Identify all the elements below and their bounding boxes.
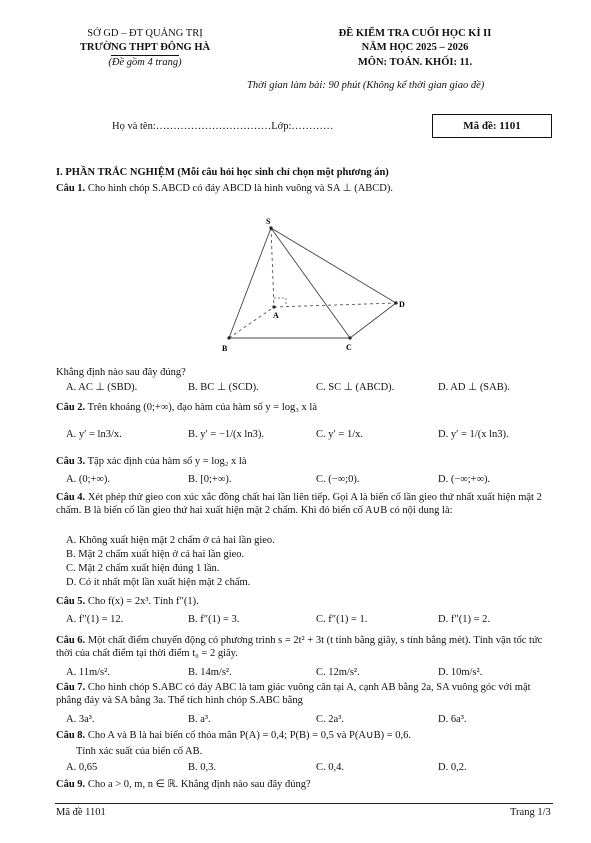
question-7	[56, 681, 551, 707]
option-b[interactable]: B. a³.	[188, 714, 211, 725]
question-9	[56, 778, 311, 790]
question-1	[56, 182, 393, 194]
vertex-a-label: A	[273, 311, 279, 320]
question-text: Cho hình chóp S.ABCD có đáy ABCD là hình vuông và SA ⊥ (ABCD).	[87, 183, 394, 194]
option-a[interactable]: A. 11m/s².	[66, 667, 110, 678]
question-8-subtext: Tính xác suất của biến cố AB.	[76, 746, 203, 757]
option-d[interactable]: D. y′ = 1/(x ln3).	[438, 429, 509, 440]
option-a[interactable]: A. f″(1) = 12.	[66, 614, 124, 625]
option-d[interactable]: D. Có ít nhất một lần xuất hiện mặt 2 chấm.	[66, 577, 251, 588]
option-c[interactable]: C. f″(1) = 1.	[316, 614, 368, 625]
option-a[interactable]: A. 0,65	[66, 762, 98, 773]
option-a[interactable]: A. AC ⊥ (SBD).	[66, 382, 138, 393]
option-a[interactable]: A. y′ = ln3/x.	[66, 429, 122, 440]
pages-note: (Đề gồm 4 trang)	[108, 57, 182, 68]
question-label: Câu 5.	[56, 596, 86, 607]
option-b[interactable]: B. [0;+∞).	[188, 474, 232, 485]
question-8	[56, 729, 411, 741]
option-b[interactable]: B. f″(1) = 3.	[188, 614, 240, 625]
question-text: Một chất điểm chuyển động có phương trình s = 2t² + 3t (t tính bằng giây, s tính bằng mét). Tính vận tốc tức thời của chất điểm tại thời điểm t₀ = 2 giây.	[56, 635, 543, 659]
option-a[interactable]: A. 3a³.	[66, 714, 95, 725]
question-text: Cho A và B là hai biến cố thỏa mãn P(A) = 0,4; P(B) = 0,5 và P(A∪B) = 0,6.	[87, 730, 412, 741]
exam-code-box	[432, 114, 552, 138]
question-2	[56, 402, 317, 413]
time-note: Thời gian làm bài: 90 phút (Không kể thời gian giao đề)	[247, 80, 485, 91]
option-b[interactable]: B. 14m/s².	[188, 667, 232, 678]
question-label: Câu 1.	[56, 183, 86, 194]
option-c[interactable]: C. 2a³.	[316, 714, 344, 725]
option-b[interactable]: B. Mặt 2 chấm xuất hiện ở cả hai lần gieo.	[66, 549, 245, 560]
question-4	[56, 491, 551, 517]
option-d[interactable]: D. 10m/s².	[438, 667, 483, 678]
section-title: I. PHẦN TRẮC NGHIỆM (Mỗi câu hỏi học sinh chỉ chọn một phương án)	[56, 167, 389, 178]
option-c[interactable]: C. 12m/s².	[316, 667, 360, 678]
question-label: Câu 2.	[56, 402, 86, 413]
vertex-c-label: C	[346, 343, 352, 352]
option-c[interactable]: C. (−∞;0).	[316, 474, 360, 485]
question-label: Câu 7.	[56, 682, 86, 693]
question-6	[56, 634, 551, 660]
question-5	[56, 596, 199, 607]
option-c[interactable]: C. SC ⊥ (ABCD).	[316, 382, 395, 393]
option-c[interactable]: C. 0,4.	[316, 762, 345, 773]
option-b[interactable]: B. 0,3.	[188, 762, 217, 773]
question-label: Câu 8.	[56, 730, 86, 741]
option-c[interactable]: C. y′ = 1/x.	[316, 429, 364, 440]
vertex-b-label: B	[222, 344, 228, 353]
question-label: Câu 6.	[56, 635, 86, 646]
question-3	[56, 456, 247, 467]
name-class-line: Họ và tên:……………………………Lớp:…………	[112, 121, 334, 132]
option-d[interactable]: D. 6a³.	[438, 714, 467, 725]
option-b[interactable]: B. y′ = −1/(x ln3).	[188, 429, 264, 440]
option-a[interactable]: A. Không xuất hiện mặt 2 chấm ở cả hai lần gieo.	[66, 535, 275, 546]
footer-page-number: Trang 1/3	[510, 807, 551, 818]
question-text: Tập xác định của hàm số y = log₂ x là	[87, 456, 247, 467]
option-d[interactable]: D. f″(1) = 2.	[438, 614, 490, 625]
question-1-prompt: Khẳng định nào sau đây đúng?	[56, 367, 186, 378]
vertex-d-label: D	[399, 300, 405, 309]
question-text: Cho a > 0, m, n ∈ ℝ. Khẳng định nào sau đây đúng?	[87, 779, 311, 790]
footer-exam-code: Mã đề 1101	[56, 807, 106, 818]
option-c[interactable]: C. Mặt 2 chấm xuất hiện đúng 1 lần.	[66, 563, 220, 574]
footer-divider	[55, 803, 553, 804]
option-a[interactable]: A. (0;+∞).	[66, 474, 111, 485]
option-d[interactable]: D. 0,2.	[438, 762, 467, 773]
school-underline	[111, 55, 179, 56]
school-year: NĂM HỌC 2025 – 2026	[361, 42, 469, 53]
option-d[interactable]: D. AD ⊥ (SAB).	[438, 382, 510, 393]
question-text: Xét phép thử gieo con xúc xắc đồng chất hai lần liên tiếp. Gọi A là biến cố lần gieo thứ nhất xuất hiện mặt 2 chấm. B là biến cố lần gieo thứ hai xuất hiện mặt 2 chấm. Khi đó biến cố A∪B có nội dung là:	[56, 492, 542, 516]
option-b[interactable]: B. BC ⊥ (SCD).	[188, 382, 259, 393]
exam-code: Mã đề: 1101	[463, 120, 521, 132]
question-text: Cho hình chóp S.ABC có đáy ABC là tam giác vuông cân tại A, cạnh AB bằng 2a, SA vuông góc với mặt phẳng đáy và SA bằng 3a. Thể tích hình chóp S.ABC bằng	[56, 682, 531, 706]
question-text: Cho f(x) = 2x³. Tính f″(1).	[87, 596, 199, 607]
option-d[interactable]: D. (−∞;+∞).	[438, 474, 491, 485]
exam-title: ĐỀ KIỂM TRA CUỐI HỌC KÌ II	[338, 28, 492, 39]
question-label: Câu 4.	[56, 492, 86, 503]
pyramid-figure	[200, 212, 420, 357]
school-name: TRƯỜNG THPT ĐÔNG HÀ	[79, 42, 211, 53]
question-label: Câu 3.	[56, 456, 86, 467]
vertex-s-label: S	[266, 217, 271, 226]
subject-line: MÔN: TOÁN. KHỐI: 11.	[357, 57, 473, 68]
question-label: Câu 9.	[56, 779, 86, 790]
department-name: SỞ GD – ĐT QUẢNG TRỊ	[87, 28, 203, 39]
question-text: Trên khoảng (0;+∞), đạo hàm của hàm số y = log₃ x là	[87, 402, 317, 413]
